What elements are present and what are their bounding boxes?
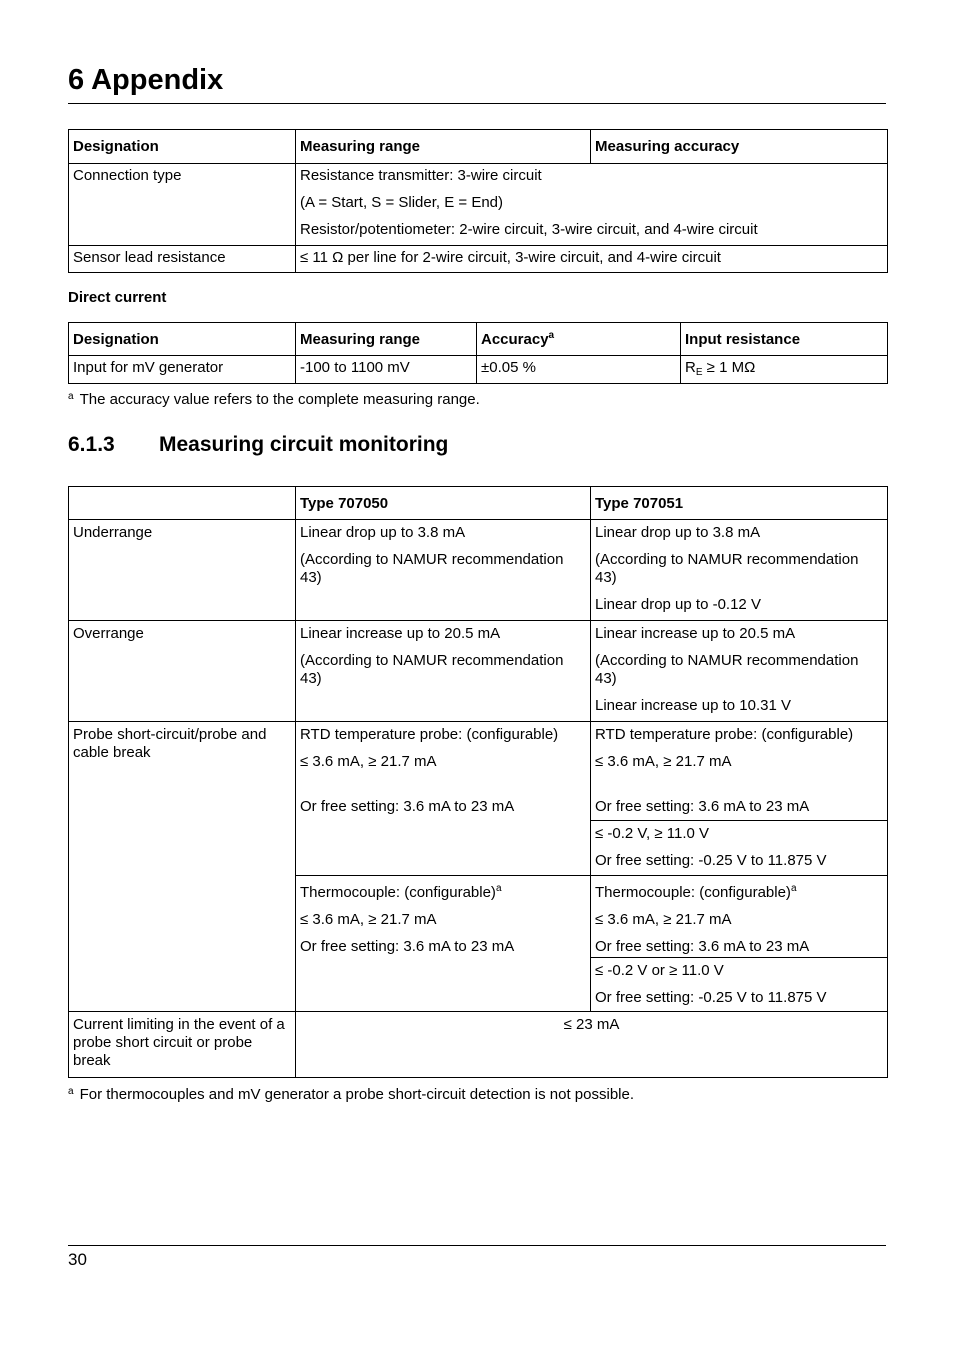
connection-line: Resistance transmitter: 3-wire circuit <box>300 167 542 184</box>
mv-range-value: -100 to 1100 mV <box>296 356 477 384</box>
col-header-designation: Designation <box>69 130 296 164</box>
current-limiting-value: ≤ 23 mA <box>296 1012 888 1078</box>
thermocouple-707051-voltage: ≤ -0.2 V or ≥ 11.0 V Or free setting: -0.25 V to 11.875 V <box>591 958 888 1012</box>
overrange-707051: Linear increase up to 20.5 mA (According to NAMUR recommendation 43) Linear increase up to 10.31 V <box>591 621 888 722</box>
col-header-input-resistance: Input resistance <box>681 323 888 356</box>
connection-type-label: Connection type <box>69 164 296 246</box>
underrange-707051: Linear drop up to 3.8 mA (According to NAMUR recommendation 43) Linear drop up to -0.12 V <box>591 520 888 621</box>
thermocouple-707051-current: Thermocouple: (configurable)$^a$ ≤ 3.6 mA, ≥ 21.7 mA Or free setting: 3.6 mA to 23 mA <box>591 876 888 958</box>
rtd-707051-voltage: ≤ -0.2 V, ≥ 11.0 V Or free setting: -0.25 V to 11.875 V <box>591 821 888 876</box>
title-rule <box>68 103 886 104</box>
monitoring-table <box>68 486 888 1078</box>
section-heading: 6.1.3 Measuring circuit monitoring <box>68 433 449 456</box>
chapter-title: 6 Appendix <box>68 64 224 96</box>
footnote-accuracy: $^a$ The accuracy value refers to the complete measuring range. <box>68 391 480 408</box>
footnote-ref: a <box>790 883 797 894</box>
footnote-ref: a <box>548 330 555 341</box>
col-header-measuring-accuracy: Measuring accuracy <box>591 130 888 164</box>
col-header-type-707051: Type 707051 <box>591 487 888 520</box>
rtd-707051-current: RTD temperature probe: (configurable) ≤ 3.6 mA, ≥ 21.7 mA Or free setting: 3.6 mA to 23 mA <box>591 722 888 821</box>
footnote-ref: a <box>495 883 502 894</box>
connection-line: (A = Start, S = Slider, E = End) <box>300 194 504 211</box>
col-header-accuracy: Accuracy$^a$ <box>477 323 681 356</box>
overrange-707050: Linear increase up to 20.5 mA (According to NAMUR recommendation 43) <box>296 621 591 722</box>
probe-break-label: Probe short-circuit/probe and cable break <box>69 722 296 1012</box>
thermocouple-707050: Thermocouple: (configurable)$^a$ ≤ 3.6 mA, ≥ 21.7 mA Or free setting: 3.6 mA to 23 mA <box>296 876 591 1012</box>
footnote-thermocouple: $^a$ For thermocouples and mV generator a probe short-circuit detection is not possible. <box>68 1086 635 1103</box>
rtd-707050: RTD temperature probe: (configurable) ≤ 3.6 mA, ≥ 21.7 mA Or free setting: 3.6 mA to 23 mA <box>296 722 591 876</box>
col-header-measuring-range: Measuring range <box>296 130 591 164</box>
connection-line: Resistor/potentiometer: 2-wire circuit, 3-wire circuit, and 4-wire circuit <box>300 221 758 238</box>
sensor-lead-label: Sensor lead resistance <box>69 246 296 273</box>
direct-current-heading: Direct current <box>68 289 167 306</box>
underrange-707050: Linear drop up to 3.8 mA (According to NAMUR recommendation 43) <box>296 520 591 621</box>
mv-input-resistance-value: $R_E \ge 1$ MΩ <box>681 356 888 384</box>
mv-generator-label: Input for mV generator <box>69 356 296 384</box>
page-number: 30 <box>68 1250 87 1269</box>
col-header-measuring-range: Measuring range <box>296 323 477 356</box>
direct-current-table <box>68 322 888 384</box>
col-header-type-707050: Type 707050 <box>296 487 591 520</box>
col-header-empty <box>69 487 296 520</box>
col-header-designation: Designation <box>69 323 296 356</box>
current-limiting-label: Current limiting in the event of a probe short circuit or probe break <box>69 1012 296 1078</box>
sensor-lead-value: ≤ 11 Ω per line for 2-wire circuit, 3-wire circuit, and 4-wire circuit <box>296 246 888 273</box>
connection-table <box>68 129 888 273</box>
underrange-label: Underrange <box>69 520 296 621</box>
mv-accuracy-value: ±0.05 % <box>477 356 681 384</box>
footer-rule <box>68 1245 886 1246</box>
connection-type-value <box>296 164 888 246</box>
overrange-label: Overrange <box>69 621 296 722</box>
